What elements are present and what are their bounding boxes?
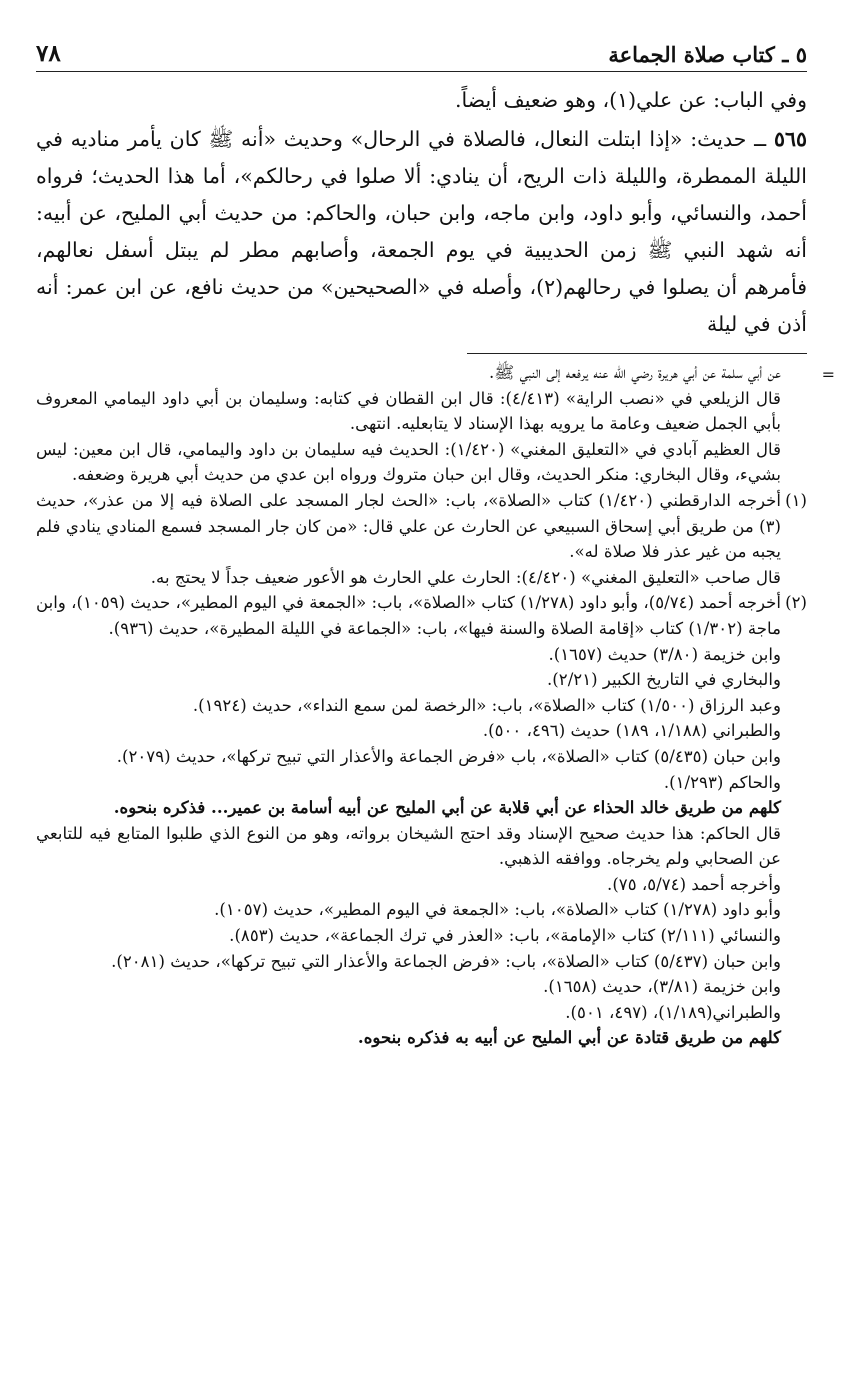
hadith-paragraph [36,121,807,343]
footnote-2-label: (٢) [785,593,807,613]
footnote-ref-line: قال الحاكم: هذا حديث صحيح الإسناد وقد احتج الشيخان برواته، وهو من النوع الذي طلبوا المتابع فيه للتابعي عن الصحابي ولم يخرجاه. ووافقه الذهبي. [36,823,781,869]
running-title: ٥ ـ كتاب صلاة الجماعة [608,42,807,67]
footnote-ref-line: كلهم من طريق خالد الحذاء عن أبي قلابة عن أبي المليح عن أبيه أسامة بن عمير... فذكره بنحوه. [113,797,781,818]
footnote-ref-line: والنسائي (٢/١١١) كتاب «الإمامة»، باب: «العذر في ترك الجماعة»، حديث (٨٥٣). [229,926,781,946]
footnote-1-label: (١) [785,490,807,510]
footnote-ref-line: والطبراني (١/١٨٨، ١٨٩) حديث (٤٩٦، ٥٠٠). [482,721,781,741]
footnote-ref-line: والحاكم (١/٢٩٣). [663,772,781,792]
main-text [36,82,807,343]
main-line-1: وفي الباب: عن علي(١)، وهو ضعيف أيضاً. [455,88,807,112]
page-number: ٧٨ [36,40,61,67]
footnote-ref-line: وابن خزيمة (٣/٨١)، حديث (١٦٥٨). [543,977,781,997]
footnote-2 [36,590,807,641]
footnote-ref-line: والبخاري في التاريخ الكبير (٢/٢١). [547,670,781,690]
footnote-continued-line: عن أبي سلمة عن أبي هريرة رضي الله عنه يرفعه إلى النبي ﷺ. [489,363,781,382]
hadith-number: ٥٦٥ [773,127,807,151]
footnote-1 [36,488,807,565]
continuation-mark: = [821,365,835,384]
footnote-1-note: قال صاحب «التعليق المغني» (٤/٤٢٠): الحارث علي الحارث هو الأعور ضعيف جداً لا يحتج به. [150,567,781,587]
footnote-ref-line: وابن حبان (٥/٤٣٧) كتاب «الصلاة»، باب: «فرض الجماعة والأعذار التي تبيح تركها»، حديث (٢٠٨١). [111,951,781,971]
footnote-2-text: أخرجه أحمد (٥/٧٤)، وأبو داود (١/٢٧٨) كتاب «الصلاة»، باب: «الجمعة في اليوم المطير»، حديث (١٠٥٩)، وابن ماجة (١/٣٠٢) كتاب «إقامة الصلاة والسنة فيها»، باب: «الجماعة في الليلة المطيرة»، حديث (٩٣٦). [36,593,781,638]
footnote-zaylai: قال الزيلعي في «نصب الراية» (٤/٤١٣): قال ابن القطان في كتابه: وسليمان بن أبي داود اليمامي المعروف بأبي الجمل ضعيف وعامة ما يرويه بهذا الإسناد لا يتابعليه. انتهى. [36,388,781,434]
footnote-ref-line: كلهم من طريق قتادة عن أبي المليح عن أبيه به فذكره بنحوه. [357,1027,781,1048]
footnote-ref-line: وأخرجه أحمد (٥/٧٤، ٧٥). [607,874,781,894]
footnote-ref-line: وابن حبان (٥/٤٣٥) كتاب «الصلاة»، باب «فرض الجماعة والأعذار التي تبيح تركها»، حديث (٢٠٧٩). [116,746,781,766]
footnote-ref-line: وابن خزيمة (٣/٨٠) حديث (١٦٥٧). [548,644,781,664]
footnote-ref-line: والطبراني(١/١٨٩)، (٤٩٧، ٥٠١). [565,1002,781,1022]
footnotes-section [36,353,835,1051]
footnote-ref-line: وعبد الرزاق (١/٥٠٠) كتاب «الصلاة»، باب: «الرخصة لمن سمع النداء»، حديث (١٩٢٤). [192,695,781,715]
footnote-azim-abadi: قال العظيم آبادي في «التعليق المغني» (١/٤٢٠): الحديث فيه سليمان بن داود واليمامي، قال ابن معين: ليس بشيء، وقال البخاري: منكر الحديث، وقال ابن حبان متروك ورواه ابن عدي من حديث أبي هريرة وضعفه. [36,439,782,485]
hadith-text: ــ حديث: «إذا ابتلت النعال، فالصلاة في الرحال» وحديث «أنه ﷺ كان يأمر مناديه في الليلة الممطرة، والليلة ذات الريح، أن ينادي: ألا صلوا في رحالكم»، أما هذا الحديث؛ فرواه أحمد، والنسائي، وأبو داود، وابن ماجه، وابن حبان، والحاكم: من حديث أبي المليح، عن أبيه: أنه شهد النبي ﷺ زمن الحديبية في يوم الجمعة، وأصابهم مطر لم يبتل أسفل نعالهم، فأمرهم أن يصلوا في رحالهم(٢)، وأصله في «الصحيحين» من حديث نافع، عن ابن عمر: أنه أذن في ليلة [36,127,808,336]
page-header [36,38,807,72]
footnote-1-text: أخرجه الدارقطني (١/٤٢٠) كتاب «الصلاة»، باب: «الحث لجار المسجد على الصلاة فيه إلا من عذر»، حديث (٣) من طريق أبي إسحاق السبيعي عن الحارث عن علي قال: «من كان جار المسجد فسمع المنادي ينادي فلم يجبه من غير عذر فلا صلاة له». [36,490,781,562]
footnote-ref-line: وأبو داود (١/٢٧٨) كتاب «الصلاة»، باب: «الجمعة في اليوم المطير»، حديث (١٠٥٧). [214,900,781,920]
